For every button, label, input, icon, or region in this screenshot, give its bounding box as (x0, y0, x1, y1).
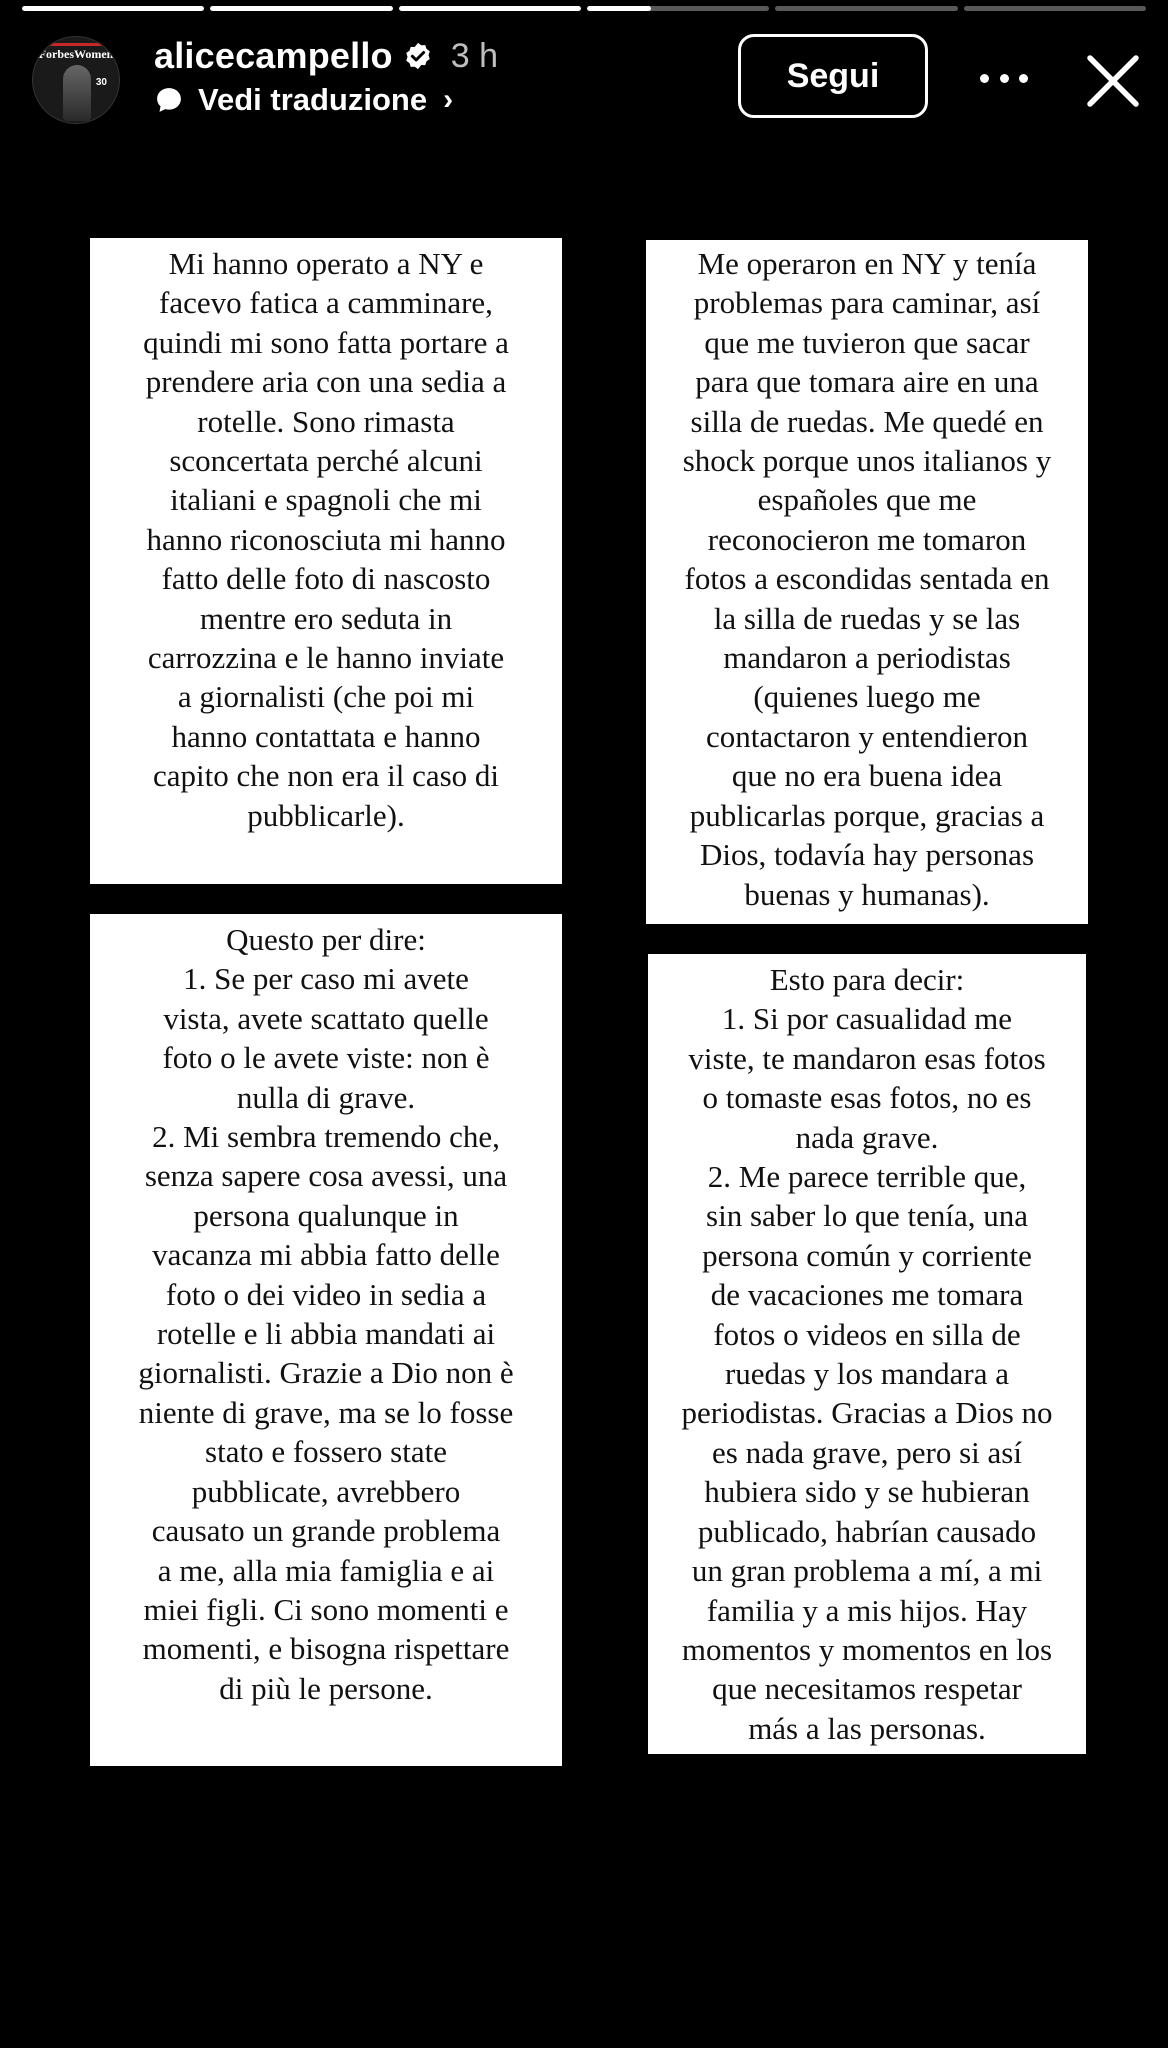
chevron-right-icon: › (443, 83, 454, 116)
username[interactable]: alicecampello (154, 35, 393, 76)
italian-text-card-2: Questo per dire: 1. Se per caso mi avete vista, avete scattato quelle foto o le avete viste: non è nulla di grave. 2. Mi sembra tremendo che, senza sapere cosa avessi, una persona qualunque in vacanza mi abbia fatto delle foto o dei video in sedia a rotelle e li abbia mandati ai giornalisti. Grazie a Dio non è niente di grave, ma se lo fosse stato e fossero state pubblicate, avrebbero causato un grande problema a me, alla mia famiglia e ai miei figli. Ci sono momenti e momenti, e bisogna rispettare di più le persone. (90, 914, 562, 1766)
more-options-button[interactable] (980, 60, 1028, 96)
avatar-strip (45, 43, 107, 46)
avatar-magazine-title: ForbesWomen (38, 47, 114, 61)
progress-segment (210, 6, 392, 11)
translate-icon (154, 85, 184, 115)
post-time: 3 h (450, 36, 498, 75)
verified-badge-icon (403, 41, 433, 71)
more-dot (980, 74, 989, 83)
story-progress-bar (22, 6, 1146, 11)
italian-text-card-1: Mi hanno operato a NY e facevo fatica a camminare, quindi mi sono fatta portare a prendere aria con una sedia a rotelle. Sono rimasta sconcertata perché alcuni italiani e spagnoli che mi hanno riconosciuta mi hanno fatto delle foto di nascosto mentre ero seduta in carrozzina e le hanno inviate a giornalisti (che poi mi hanno contattata e hanno capito che non era il caso di pubblicarle). (90, 238, 562, 884)
follow-button[interactable]: Segui (738, 34, 928, 118)
close-icon[interactable] (1084, 52, 1142, 110)
avatar-person (63, 65, 91, 121)
translate-link[interactable] (154, 82, 453, 118)
progress-segment (775, 6, 957, 11)
progress-segment (587, 6, 769, 11)
progress-segment (22, 6, 204, 11)
spanish-text-card-1: Me operaron en NY y tenía problemas para caminar, así que me tuvieron que sacar para que tomara aire en una silla de ruedas. Me quedé en shock porque unos italianos y españoles que me reconocieron me tomaron fotos a escondidas sentada en la silla de ruedas y se las mandaron a periodistas (quienes luego me contactaron y entendieron que no era buena idea publicarlas porque, gracias a Dios, todavía hay personas buenas y humanas). (646, 240, 1088, 924)
avatar[interactable] (32, 36, 120, 124)
more-dot (1019, 74, 1028, 83)
username-row (154, 36, 498, 76)
avatar-number: 30 (95, 77, 107, 88)
translate-label[interactable]: Vedi traduzione (198, 82, 428, 117)
progress-segment (399, 6, 581, 11)
progress-segment (964, 6, 1146, 11)
more-dot (1000, 74, 1009, 83)
spanish-text-card-2: Esto para decir: 1. Si por casualidad me viste, te mandaron esas fotos o tomaste esas fotos, no es nada grave. 2. Me parece terrible que, sin saber lo que tenía, una persona común y corriente de vacaciones me tomara fotos o videos en silla de ruedas y los mandara a periodistas. Gracias a Dios no es nada grave, pero si así hubiera sido y se hubieran publicado, habrían causado un gran problema a mí, a mi familia y a mis hijos. Hay momentos y momentos en los que necesitamos respetar más a las personas. (648, 954, 1086, 1754)
